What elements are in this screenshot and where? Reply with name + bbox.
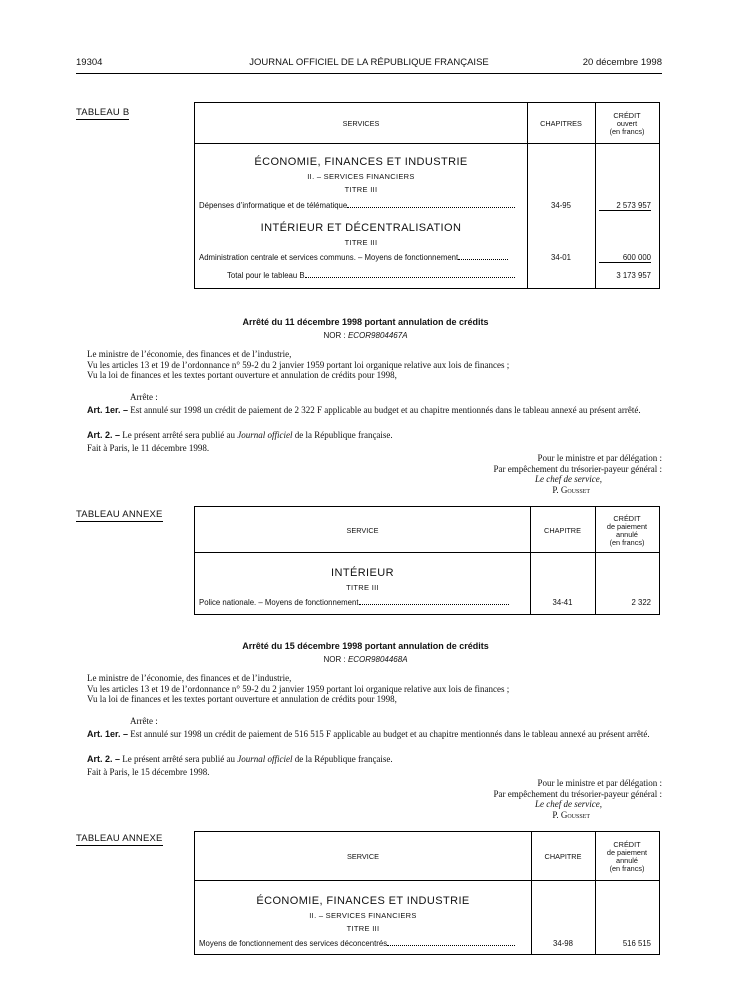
col-header-service: SERVICE [347,852,379,861]
fait-line: Fait à Paris, le 15 décembre 1998. [87,767,210,777]
col-header-chapitres: CHAPITRES [540,119,582,128]
article-label: Art. 1er. – [87,405,129,415]
row-text: Dépenses d’informatique et de télématique [199,201,348,210]
col-divider [531,832,532,954]
leader-dots [359,604,509,605]
amount: 2 573 957 [599,201,651,211]
section-title: ÉCONOMIE, FINANCES ET INDUSTRIE [256,895,470,907]
col-header-credit [595,515,659,547]
arrete-title: Arrêté du 15 décembre 1998 portant annulation de crédits [242,641,489,651]
signature-block [380,778,662,820]
col-header-chapitre: CHAPITRE [544,526,581,535]
section-title: INTÉRIEUR ET DÉCENTRALISATION [260,222,462,234]
article-text: de la République française. [294,754,393,764]
article-text: de la République française. [294,430,393,440]
arrete-word: Arrête : [130,716,158,726]
table-row-label [199,201,525,210]
credit-line: annulé [616,530,638,539]
issue-date: 20 décembre 1998 [582,57,662,68]
section-subtitle: II. – SERVICES FINANCIERS [307,172,415,181]
preamble-line: Le ministre de l’économie, des finances et de l’industrie, [87,673,292,683]
article-2 [87,430,667,441]
header-divider [195,880,659,881]
article-label: Art. 2. – [87,430,121,440]
credit-line: annulé [616,856,638,865]
arrete-title: Arrêté du 11 décembre 1998 portant annulation de crédits [242,317,489,327]
leader-dots [347,207,515,208]
credit-line: CRÉDIT [613,111,641,120]
col-header-chapitre: CHAPITRE [544,852,582,861]
col-header-credit [595,841,659,873]
arrete-word: Arrête : [130,392,158,402]
leader-dots [305,277,515,278]
signature-role: Le chef de service, [535,799,602,809]
journal-name: Journal officiel [237,430,293,440]
col-header-credit [595,112,659,136]
signature-line: Pour le ministre et par délégation : [537,778,662,788]
tableau-annexe-2 [194,831,660,955]
preamble-line: Vu les articles 13 et 19 de l’ordonnance n° 59-2 du 2 janvier 1959 portant loi organique relative aux lois de finances ; [87,359,510,370]
section-titre: TITRE III [346,583,379,592]
credit-line: CRÉDIT [613,840,641,849]
signatory-name: P. Gousset [552,484,590,495]
section-titre: TITRE III [346,924,380,933]
col-header-services: SERVICES [342,119,380,128]
article-1 [76,405,664,416]
tableau-b [194,102,660,289]
signature-block [380,453,662,495]
section-title: INTÉRIEUR [331,567,394,579]
header-divider [195,143,659,144]
credit-line: ouvert [616,119,638,128]
preamble [87,673,667,705]
header-divider [195,552,659,553]
chapter-number: 34-41 [552,598,573,607]
leader-dots [387,945,515,946]
row-text: Moyens de fonctionnement des services déconcentrés [199,939,388,948]
nor-line [0,331,731,340]
credit-line: (en francs) [609,538,645,547]
total-amount: 3 173 957 [616,271,651,280]
article-2 [87,754,667,765]
amount: 516 515 [622,939,651,948]
section-title: ÉCONOMIE, FINANCES ET INDUSTRIE [254,156,468,168]
article-label: Art. 2. – [87,754,121,764]
preamble-line: Vu les articles 13 et 19 de l’ordonnance n° 59-2 du 2 janvier 1959 portant loi organique relative aux lois de finances ; [87,683,510,694]
article-text: Le présent arrêté sera publié au [122,430,235,440]
chapter-number: 34-01 [551,253,571,262]
tableau-b-label: TABLEAU B [76,107,130,118]
table-row-label [199,598,527,607]
row-text: Police nationale. – Moyens de fonctionnement [199,598,359,607]
amount: 2 322 [631,598,651,607]
nor-line [0,655,731,664]
amount: 600 000 [599,253,651,263]
preamble-line: Vu la loi de finances et les textes portant ouverture et annulation de crédits pour 1998, [87,694,397,704]
journal-title: JOURNAL OFFICIEL DE LA RÉPUBLIQUE FRANÇAISE [249,57,489,68]
credit-line: de paiement [606,848,648,857]
leader-dots [458,259,508,260]
row-text: Total pour le tableau B [227,271,305,280]
section-titre: TITRE III [344,238,378,247]
nor-code: ECOR9804467A [347,331,408,340]
total-label [227,271,525,280]
article-text: Est annulé sur 1998 un crédit de paiement de 516 515 F applicable au budget et au chapitre mentionnés dans le tableau annexé au présent arrêté. [130,729,650,739]
page-number: 19304 [76,57,103,68]
nor-label: NOR : [323,655,346,664]
section-titre: TITRE III [344,185,378,194]
col-header-service: SERVICE [346,526,379,535]
credit-line: de paiement [606,522,648,531]
signature-line: Par empêchement du trésorier-payeur général : [493,788,662,799]
page-header [76,57,662,71]
signature-role: Le chef de service, [535,474,602,484]
tableau-annexe-1 [194,506,660,615]
article-1 [76,729,664,740]
chapter-number: 34-98 [553,939,573,948]
credit-line: CRÉDIT [613,514,641,523]
article-text: Le présent arrêté sera publié au [122,754,235,764]
article-text: Est annulé sur 1998 un crédit de paiement de 2 322 F applicable au budget et au chapitre mentionnés dans le tableau annexé au présent arrêté. [130,405,641,415]
table-row-label [199,253,525,262]
credit-line: (en francs) [609,127,645,136]
article-label: Art. 1er. – [87,729,129,739]
row-text: Administration centrale et services communs. – Moyens de fonctionnement [199,253,459,262]
nor-label: NOR : [323,331,346,340]
preamble-line: Le ministre de l’économie, des finances et de l’industrie, [87,349,292,359]
section-subtitle: II. – SERVICES FINANCIERS [309,911,417,920]
preamble [87,349,667,381]
chapter-number: 34-95 [551,201,571,210]
table-row-label [199,939,528,948]
signature-line: Par empêchement du trésorier-payeur général : [493,463,662,474]
nor-code: ECOR9804468A [347,655,408,664]
journal-name: Journal officiel [237,754,293,764]
header-rule [76,73,662,74]
signatory-name: P. Gousset [552,809,590,820]
tableau-annexe-label: TABLEAU ANNEXE [76,509,163,520]
credit-line: (en francs) [609,864,645,873]
tableau-annexe-label: TABLEAU ANNEXE [76,833,163,844]
preamble-line: Vu la loi de finances et les textes portant ouverture et annulation de crédits pour 1998, [87,370,397,380]
fait-line: Fait à Paris, le 11 décembre 1998. [87,443,210,453]
signature-line: Pour le ministre et par délégation : [537,453,662,463]
